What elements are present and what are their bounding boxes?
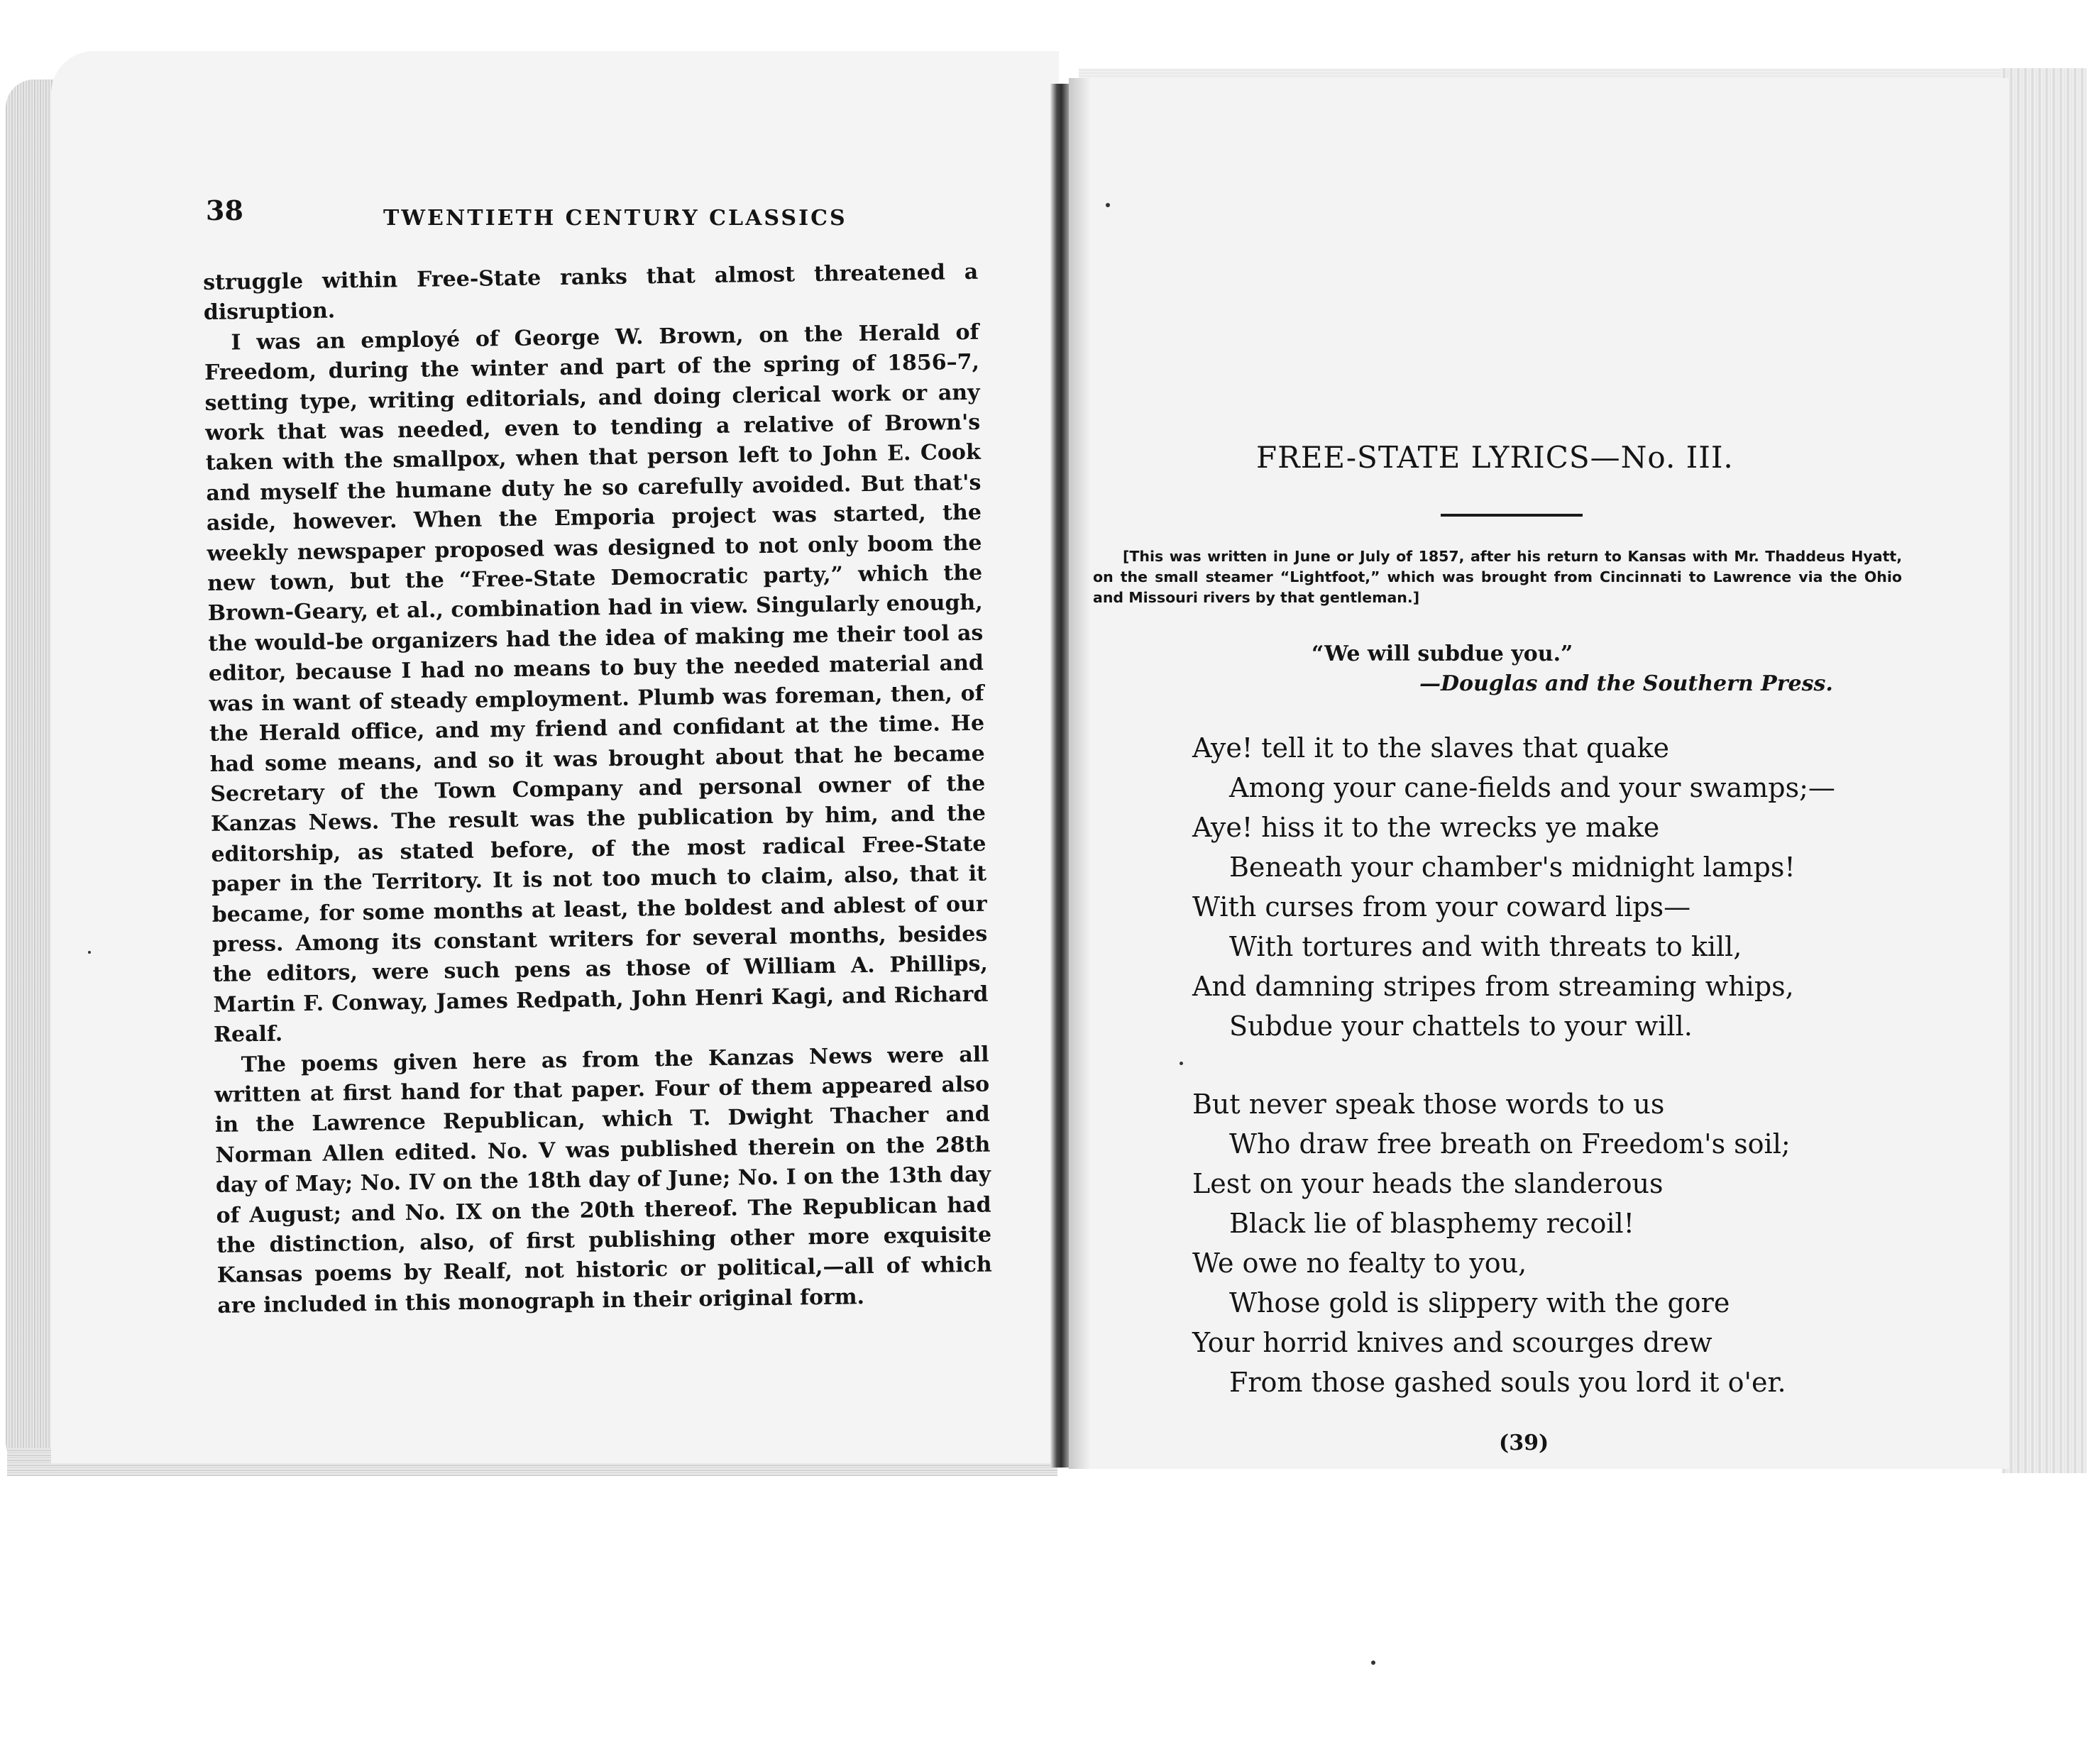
stanza-1: [1192, 728, 1902, 1046]
poem-line: Your horrid knives and scourges drew: [1192, 1327, 1713, 1358]
poem-line: But never speak those words to us: [1192, 1089, 1665, 1120]
poem-line: And damning stripes from streaming whips,: [1192, 971, 1794, 1002]
poem-line: Among your cane-fields and your swamps;—: [1229, 772, 1835, 803]
poem-line: With tortures and with threats to kill,: [1229, 931, 1742, 962]
stanza-2: [1192, 1084, 1902, 1402]
left-page-edges: [6, 79, 58, 1470]
poem-line: From those gashed souls you lord it o'er.: [1229, 1367, 1786, 1398]
paragraph-3: The poems given here as from the Kanzas News were all written at first hand for that paper. Four of them appeared also in the Lawrence Republican, which T. Dwight Thacher and Norman Allen edited. No. V was published therein on the 28th day of May; No. IV on the 18th day of June; No. I on the 13th day of August; and No. IX on the 20th thereof. The Republican had the distinction, also, of first publishing other more exquisite Kansas poems by Realf, not historic or political,—all of which are included in this monograph in their original form.: [214, 1042, 992, 1318]
poem-line: We owe no fealty to you,: [1192, 1248, 1527, 1279]
title-rule: [1441, 514, 1583, 517]
paragraph-2: I was an employé of George W. Brown, on the Herald of Freedom, during the winter and part of the spring of 1856–7, setting type, writing editorials, and doing clerical work or any work that was needed, even to tending a relative of Brown's taken with the smallpox, when that person left to John E. Cook and myself the humane duty he so carefully avoided. But that's aside, however. When the Emporia project was started, the weekly newspaper proposed was designed to not only boom the new town, but the “Free-State Democratic party,” which the Brown-Geary, et al., combination had in view. Singularly enough, the would-be organizers had the idea of making me their tool as editor, because I had no means to buy the needed material and was in want of steady employment. Plumb was foreman, then, of the Herald office, and my friend and confidant at the time. He had some means, and so it was brought about that he became Secretary of the Town Company and personal owner of the Kanzas News. The result was the publication by him, and the editorship, as stated before, of the most radical Free-State paper in the Territory. It is not too much to claim, also, that it became, for some months at least, the boldest and ablest of our press. Among its constant writers for several months, besides the editors, were such pens as those of William A. Phillips, Martin F. Conway, James Redpath, John Henri Kagi, and Richard Realf.: [204, 319, 989, 1048]
epigraph-source: —Douglas and the Southern Press.: [1419, 671, 1833, 696]
poem-line: Aye! hiss it to the wrecks ye make: [1192, 812, 1660, 843]
poem-line: Black lie of blasphemy recoil!: [1229, 1208, 1634, 1239]
poem-line: Who draw free breath on Freedom's soil;: [1229, 1128, 1791, 1160]
poem: [1192, 728, 1902, 1441]
book-gutter: [1050, 84, 1069, 1468]
right-page-edges: [2001, 68, 2087, 1473]
poem-line: With curses from your coward lips—: [1192, 891, 1691, 923]
paragraph-1: struggle within Free-State ranks that almost threatened a disruption.: [203, 259, 979, 326]
running-head-title: TWENTIETH CENTURY CLASSICS: [383, 206, 847, 231]
poem-line: Beneath your chamber's midnight lamps!: [1229, 852, 1796, 883]
epigraph-quote: “We will subdue you.”: [1312, 642, 1573, 666]
speck: [1106, 203, 1110, 207]
poem-line: Lest on your heads the slanderous: [1192, 1168, 1664, 1199]
headnote: [This was written in June or July of 1857, after his return to Kansas with Mr. Thaddeus Hyatt, on the small steamer “Lightfoot,” which was brought from Cincinnati to Lawrence via the Ohio and Missouri rivers by that gentleman.]: [1093, 548, 1902, 606]
speck: [88, 951, 91, 954]
gutter-highlight: [1069, 78, 1090, 1469]
right-page-number: (39): [1499, 1431, 1549, 1455]
poem-line: Whose gold is slippery with the gore: [1229, 1287, 1730, 1318]
left-page-number: 38: [206, 194, 243, 226]
poem-line: Aye! tell it to the slaves that quake: [1192, 732, 1669, 764]
speck: [1180, 1062, 1183, 1065]
lyric-title: FREE-STATE LYRICS—No. III.: [1256, 440, 1734, 475]
poem-line: Subdue your chattels to your will.: [1229, 1011, 1693, 1042]
left-page-body: [203, 258, 993, 1321]
speck: [1371, 1661, 1375, 1665]
